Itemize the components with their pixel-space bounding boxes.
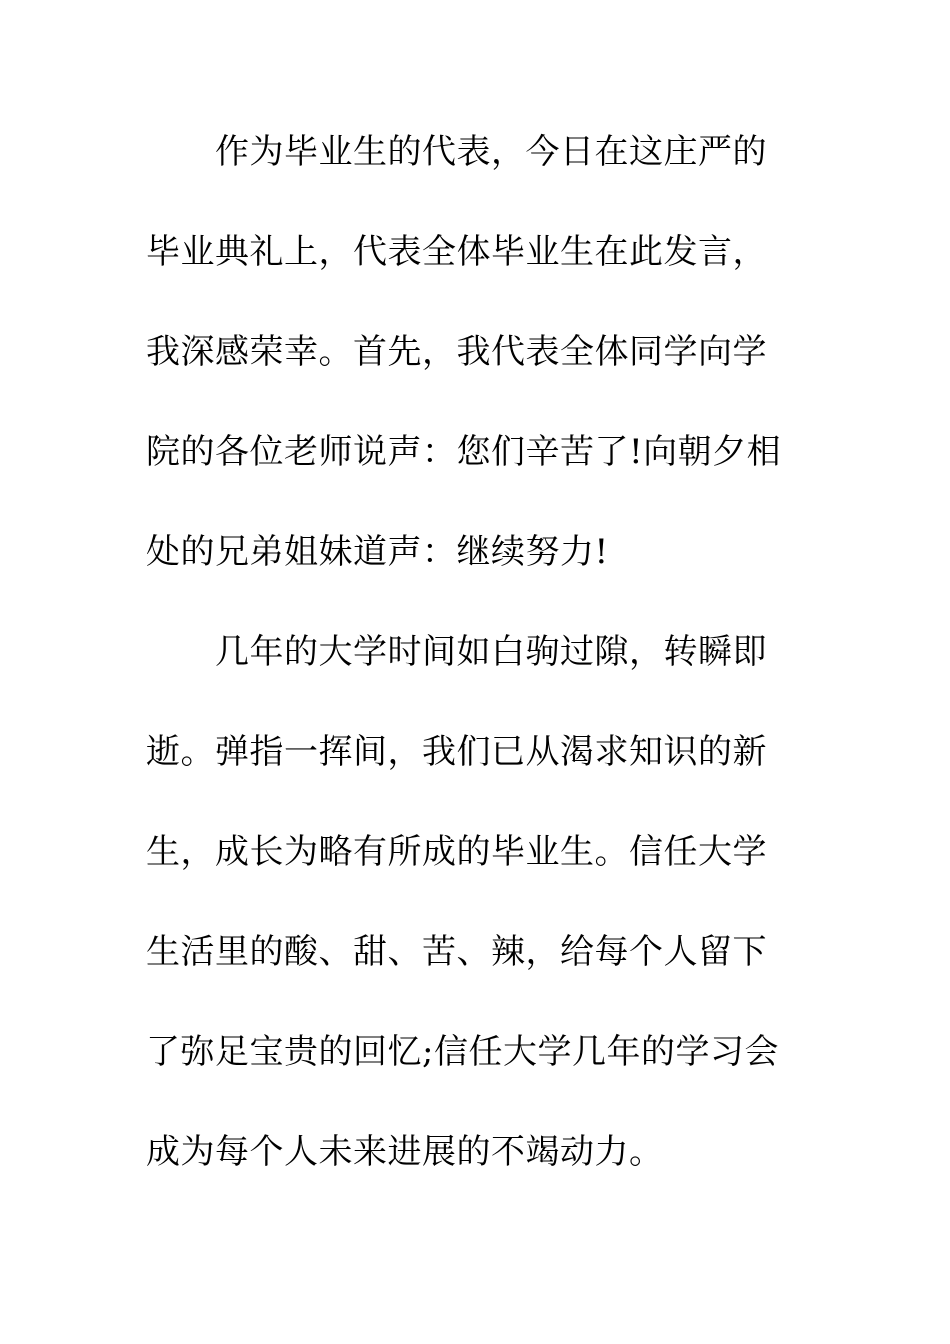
paragraph-line: 生活里的酸、甜、苦、辣，给每个人留下 bbox=[146, 932, 767, 972]
paragraph-line: 处的兄弟姐妹道声：继续努力! bbox=[146, 532, 609, 572]
paragraph-line: 逝。弹指一挥间，我们已从渴求知识的新 bbox=[146, 732, 767, 772]
paragraph-line: 作为毕业生的代表，今日在这庄严的 bbox=[215, 132, 767, 172]
paragraph-line: 我深感荣幸。首先，我代表全体同学向学 bbox=[146, 332, 767, 372]
paragraph-line: 生，成长为略有所成的毕业生。信任大学 bbox=[146, 832, 767, 872]
paragraph-line: 几年的大学时间如白驹过隙，转瞬即 bbox=[215, 632, 767, 672]
paragraph-line: 院的各位老师说声：您们辛苦了!向朝夕相 bbox=[146, 432, 782, 472]
paragraph-line: 成为每个人未来进展的不竭动力。 bbox=[146, 1132, 664, 1172]
paragraph-line: 了弥足宝贵的回忆;信任大学几年的学习会 bbox=[146, 1032, 779, 1072]
paragraph-line: 毕业典礼上，代表全体毕业生在此发言， bbox=[146, 232, 767, 272]
